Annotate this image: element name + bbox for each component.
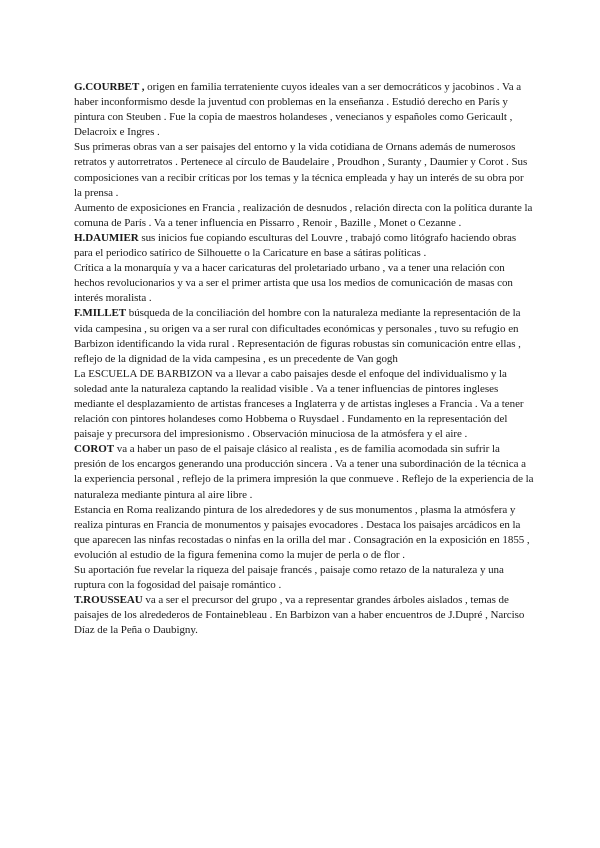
paragraph-rousseau (74, 593, 534, 638)
paragraph (74, 503, 534, 563)
paragraph-text: Crítica a la monarquía y va a hacer caricaturas del proletariado urbano , va a tener una relación con hechos revolucionarios y va a ser el primer artista que usa los medios de comunicación de masas con interés moralista . (74, 262, 513, 305)
paragraph-millet (74, 306, 534, 366)
paragraph-text: va a ser el precursor del grupo , va a representar grandes árboles aislados , temas de paisajes de los alredederos de Fontainebleau . En Barbizon van a haber encuentros de J.Dupré , Narciso Díaz de la Peña o Daubigny. (74, 594, 525, 637)
paragraph-courbet (74, 80, 534, 140)
paragraph-text: Su aportación fue revelar la riqueza del paisaje francés , paisaje como retazo de la naturaleza y una ruptura con la fogosidad del paisaje romántico . (74, 564, 504, 592)
artist-name: G.COURBET , (74, 81, 145, 93)
paragraph-text: va a haber un paso de el paisaje clásico al realista , es de familia acomodada sin sufrir la presión de los encargos generando una producción sincera . Va a tener una subordinación de la técnica a la experiencia personal , reflejo de la primera impresión la que conmueve . Reflejo de la experiencia de la naturaleza mediante pintura al aire libre . (74, 443, 534, 501)
paragraph-barbizon (74, 367, 534, 442)
paragraph (74, 563, 534, 593)
paragraph (74, 201, 534, 231)
artist-name: F.MILLET (74, 307, 127, 320)
paragraph-text: origen en familia terrateniente cuyos ideales van a ser democráticos y jacobinos . Va a haber inconformismo desde la juventud con problemas en la enseñanza . Estudió derecho en París y pintura con Steuben . Fue la copia de maestros holandeses , venecianos y españoles como Gericault , Delacroix e Ingres . (74, 81, 522, 139)
paragraph-text: búsqueda de la conciliación del hombre con la naturaleza mediante la representación de la vida campesina , su origen va a ser rural con dificultades económicas y personales , tuvo su refugio en Barbizon identificando la vida rural . Representación de figuras robustas sin comunicación entre ellas , reflejo de la dignidad de la vida campesina , es un precedente de Van gogh (74, 307, 521, 365)
artist-name: T.ROUSSEAU (74, 594, 143, 607)
paragraph-text: sus inicios fue copiando esculturas del Louvre , trabajó como litógrafo haciendo obras para el periodico satírico de Silhouette o la Caricature en base a sátiras políticas . (74, 231, 517, 260)
paragraph-text: Estancia en Roma realizando pintura de los alrededores y de sus monumentos , plasma la atmósfera y realiza pinturas en Francia de monumentos y paisajes evocadores . Destaca los paisajes arcádicos en la que aparecen las ninfas recostadas o ninfas en la orilla del mar . Consagración en la exposición en 1855 , evolución al estudio de la figura femenina como la mujer de perla o de flor . (74, 503, 530, 561)
artist-name: H.DAUMIER (74, 231, 139, 244)
paragraph-text: La ESCUELA DE BARBIZON va a llevar a cabo paisajes desde el enfoque del individualismo y la soledad ante la naturaleza captando la realidad visible . Va a tener influencias de pintores ingleses mediante el desplazamiento de artistas franceses a Inglaterra y de artistas ingleses a Francia . Va a tener relación con pintores holandeses como Hobbema o Ruysdael . Fundamento en la representación del paisaje y precursora del impresionismo . Observación minuciosa de la atmósfera y el aire . (74, 367, 524, 441)
paragraph (74, 140, 534, 200)
paragraph (74, 261, 534, 306)
paragraph-text: Aumento de exposiciones en Francia , realización de desnudos , relación directa con la política durante la comuna de París . Va a tener influencia en Pissarro , Renoir , Bazille , Monet o Cezanne . (74, 201, 533, 229)
artist-name: COROT (74, 443, 115, 456)
document-page (74, 80, 534, 638)
paragraph-corot (74, 442, 534, 502)
paragraph-text: Sus primeras obras van a ser paisajes del entorno y la vida cotidiana de Ornans además de numerosos retratos y autorretratos . Pertenece al círculo de Baudelaire , Proudhon , Suranty , Daumier y Corot . Sus composiciones van a recibir críticas por los temas y la técnica empleada y hay un interés de su obra por la prensa . (74, 141, 528, 199)
paragraph-daumier (74, 231, 534, 261)
